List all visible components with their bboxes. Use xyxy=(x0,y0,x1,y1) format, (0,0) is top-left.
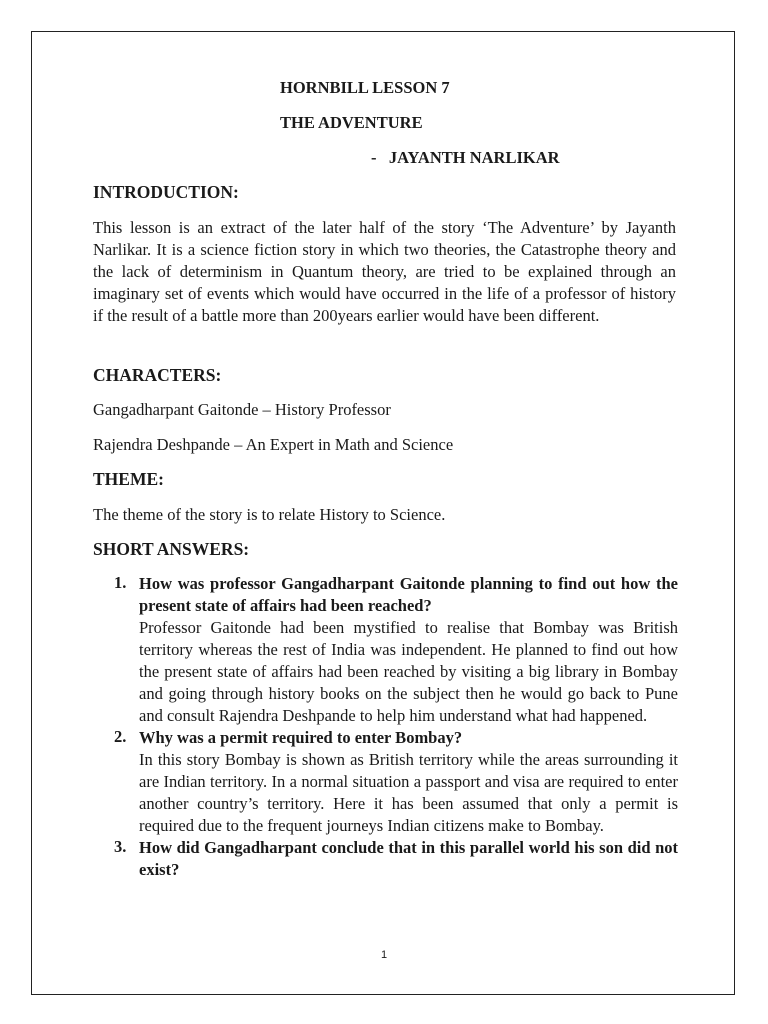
question-text: How did Gangadharpant conclude that in this parallel world his son did not exist? xyxy=(139,838,678,879)
short-answers-heading: SHORT ANSWERS: xyxy=(93,539,250,559)
character-item: Rajendra Deshpande – An Expert in Math and Science xyxy=(93,435,454,454)
introduction-heading: INTRODUCTION: xyxy=(93,182,239,202)
question-number: 1. xyxy=(114,573,127,592)
page-number: 1 xyxy=(380,949,388,961)
answer-text: In this story Bombay is shown as British territory while the areas surrounding it are Indian territory. In a normal situation a passport and visa are required to enter another country’s territory. Here it has been assumed that only a permit is required due to the frequent journeys Indian citizens make to Bombay. xyxy=(139,750,678,835)
question-item xyxy=(93,573,678,727)
story-title: THE ADVENTURE xyxy=(280,113,423,132)
question-item xyxy=(93,837,678,881)
theme-heading: THEME: xyxy=(93,469,164,489)
answer-text: Professor Gaitonde had been mystified to realise that Bombay was British territory whereas the rest of India was independent. He planned to find out how the present state of affairs had been reached by visiting a big library in Bombay and going through history books on the subject then he would go back to Pune and consult Rajendra Deshpande to help him understand what had happened. xyxy=(139,618,678,725)
characters-heading: CHARACTERS: xyxy=(93,365,222,385)
question-text: How was professor Gangadharpant Gaitonde planning to find out how the present state of affairs had been reached? xyxy=(139,574,678,615)
question-text: Why was a permit required to enter Bombay? xyxy=(139,728,463,747)
author-line: - JAYANTH NARLIKAR xyxy=(371,148,560,167)
theme-text: The theme of the story is to relate History to Science. xyxy=(93,505,446,524)
question-list xyxy=(93,573,678,881)
question-item xyxy=(93,727,678,837)
question-number: 3. xyxy=(114,837,127,856)
introduction-text: This lesson is an extract of the later half of the story ‘The Adventure’ by Jayanth Narlikar. It is a science fiction story in which two theories, the Catastrophe theory and the lack of determinism in Quantum theory, are tried to be explained through an imaginary set of events which would have occurred in the life of a professor of history if the result of a battle more than 200years earlier would have been different. xyxy=(93,218,676,325)
question-number: 2. xyxy=(114,727,127,746)
lesson-title: HORNBILL LESSON 7 xyxy=(280,78,450,97)
character-item: Gangadharpant Gaitonde – History Professor xyxy=(93,400,391,419)
